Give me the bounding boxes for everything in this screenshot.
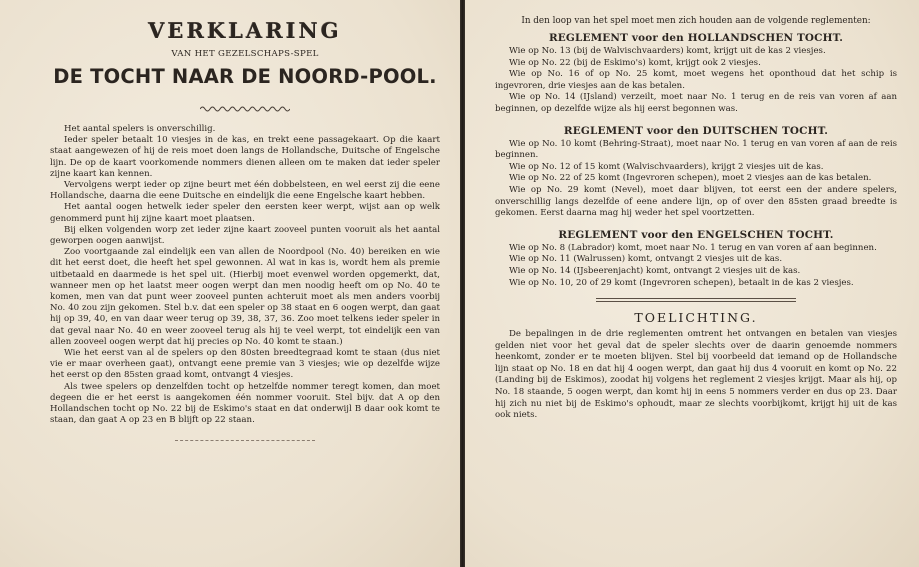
rules-body bbox=[50, 124, 440, 426]
paragraph: Bij elken volgenden worp zet ieder zijne kaart zooveel punten vooruit als het aantal geworpen oogen aanwijst. bbox=[50, 224, 440, 247]
intro-text: In den loop van het spel moet men zich houden aan de volgende reglementen: bbox=[521, 16, 871, 26]
subtitle: VAN HET GEZELSCHAPS-SPEL bbox=[171, 49, 319, 59]
toelichting-title: TOELICHTING. bbox=[634, 310, 758, 326]
rule-item: Wie op No. 8 (Labrador) komt, moet naar No. 1 terug en van voren af aan beginnen. bbox=[509, 242, 877, 253]
wavy-ornament bbox=[50, 98, 440, 106]
paragraph: Vervolgens werpt ieder op zijne beurt met één dobbelsteen, en wel eerst zij die eene Hollandsche, daarna die eene Duitsche en eindelijk die eene Engelsche kaart hebben. bbox=[50, 180, 440, 202]
paragraph: Ieder speler betaalt 10 viesjes in de kas, en trekt eene passagekaart. Op die kaart staat aangewezen of hij de reis moet doen langs de Hollandsche, Duitsche of Engelsche lijn. De op de kaart voorkomende nommers dienen alleen om te maken dat ieder speler zijne kaart kan kennen. bbox=[50, 135, 440, 179]
paragraph: Wie het eerst van al de spelers op den 80sten breedtegraad komt te staan (dus niet vie er maar overheen gaat), ontvangt eene premie van 3 viesjes; wie op dezelfde wijze het eerst op den 85sten graad komt, ontvangt 4 viesjes. bbox=[50, 348, 440, 381]
rule-item: Wie op No. 22 of 25 komt (Ingevroren schepen), moet 2 viesjes aan de kas betalen. bbox=[509, 173, 872, 184]
paragraph: Het aantal spelers is onverschillig. bbox=[64, 124, 216, 134]
paragraph: Het aantal oogen hetwelk ieder speler den eersten keer werpt, wijst aan op welk genommerd punt hij zijne kaart moet plaatsen. bbox=[50, 202, 440, 224]
end-divider bbox=[175, 440, 315, 441]
toelichting-paragraph: De bepalingen in de drie reglementen omtrent het ontvangen en betalen van viesjes gelden niet voor het geval dat de speler slechts over de daarin genoemde nommers heenkomt, zonder er te moeten blijven. Stel bij voorbeeld dat iemand op de Hollandsche lijn staat op No. 18 en dat hij 4 oogen werpt, dan gaat hij dus 4 vooruit en komt op No. 22 (Landing bij de Eskimos), zoodat hij volgens het reglement 2 viesjes krijgt. Maar als hij, op No. 18 staande, 5 oogen werpt, dan komt hij in eens 5 nommers verder en dus op 23. Daar hij zich nu niet bij de Eskimo's ophoudt, maar ze slechts voorbijkomt, krijgt hij uit de kas ook niets. bbox=[495, 329, 897, 421]
reglement-title-hollandsch: REGLEMENT voor den HOLLANDSCHEN TOCHT. bbox=[548, 32, 844, 44]
paragraph: Zoo voortgaande zal eindelijk een van allen de Noordpool (No. 40) bereiken en wie dit het eerst doet, die heeft het spel gewonnen. Al wat in kas is, wordt hem als premie uitbetaald en daarmede is het spel uit. (Hierbij moet evenwel worden opgemerkt, dat, wanneer men op het laatst meer oogen werpt dan men noodig heeft om op No. 40 te komen, men van dat punt weer zooveel punten achteruit moet als men anders voorbij No. 40 zou zijn gekomen. Stel b.v. dat een speler op 38 staat en 6 oogen werpt, dan gaat hij op 39, 40, en van daar weer terug op 39, 38, 37, 36. Zoo moet telkens ieder speler in dat geval naar No. 40 en weer zooveel terug als hij te veel werpt, tot eindelijk een van allen zooveel oogen werpt dat hij precies op No. 40 komt te staan.) bbox=[50, 247, 440, 347]
paragraph: Als twee spelers op denzelfden tocht op hetzelfde nommer teregt komen, dan moet degeen die er het eerst is aangekomen één nommer vooruit. Stel bijv. dat A op den Hollandschen tocht op No. 22 bij de Eskimo's staat en dat onderwijl B daar ook komt te staan, dan gaat A op 23 en B blijft op 22 staan. bbox=[50, 381, 440, 426]
rule-item: Wie op No. 29 komt (Nevel), moet daar blijven, tot eerst een der andere spelers, onverschillig langs dezelfde of eene andere lijn, op of over den 85sten graad breedte is gekomen. Eerst daarna mag hij weder het spel voortzetten. bbox=[495, 184, 897, 219]
ornate-title: VERKLARING bbox=[148, 18, 342, 43]
reglement-engelsch bbox=[495, 243, 897, 289]
rule-item: Wie op No. 11 (Walrussen) komt, ontvangt 2 viesjes uit de kas. bbox=[509, 254, 783, 265]
rule-item: Wie op No. 14 (IJsland) verzeilt, moet naar No. 1 terug en de reis van voren af aan beginnen, op dezelfde wijze als hij eerst begonnen was. bbox=[495, 92, 897, 114]
reglement-title-engelsch: REGLEMENT voor den ENGELSCHEN TOCHT. bbox=[558, 228, 834, 241]
toelichting-body bbox=[495, 329, 897, 422]
wavy-ornament-icon bbox=[200, 105, 290, 113]
rule-item: Wie op No. 22 (bij de Eskimo's) komt, krijgt ook 2 viesjes. bbox=[509, 57, 761, 68]
reglement-title-duitsch: REGLEMENT voor den DUITSCHEN TOCHT. bbox=[563, 124, 829, 137]
main-title: DE TOCHT NAAR DE NOORD-POOL. bbox=[53, 65, 437, 88]
reglement-hollandsch bbox=[495, 46, 897, 116]
rule-item: Wie op No. 14 (IJsbeerenjacht) komt, ontvangt 2 viesjes uit de kas. bbox=[509, 265, 801, 276]
rule-item: Wie op No. 10 komt (Behring-Straat), moet naar No. 1 terug en van voren af aan de reis beginnen. bbox=[495, 138, 897, 161]
rule-item: Wie op No. 13 (bij de Walvischvaarders) komt, krijgt uit de kas 2 viesjes. bbox=[509, 46, 826, 56]
right-page bbox=[465, 0, 919, 567]
rule-item: Wie op No. 12 of 15 komt (Walvischvaarders), krijgt 2 viesjes uit de kas. bbox=[509, 161, 824, 172]
section-divider bbox=[596, 298, 796, 302]
rule-item: Wie op No. 16 of op No. 25 komt, moet wegens het oponthoud dat het schip is ingevroren, drie viesjes aan de kas betalen. bbox=[495, 69, 897, 91]
reglement-duitsch bbox=[495, 139, 897, 220]
rule-item: Wie op No. 10, 20 of 29 komt (Ingevroren schepen), betaalt in de kas 2 viesjes. bbox=[509, 277, 854, 288]
